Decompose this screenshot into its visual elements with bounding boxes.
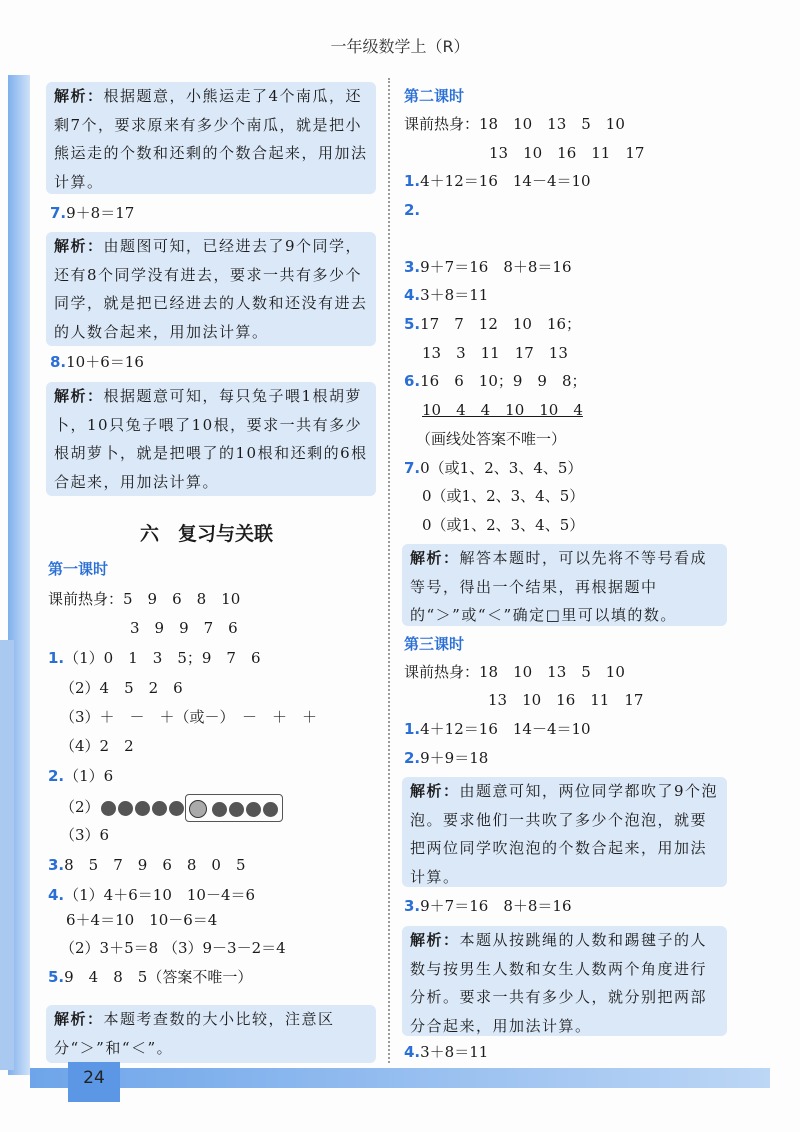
strawberry-icon <box>169 801 184 816</box>
circled-group <box>185 794 283 822</box>
strawberry-icon <box>101 801 116 816</box>
answer-text: （3）6 <box>60 826 110 844</box>
analysis-text: 由题图可知，已经进去了9个同学，还有8个同学没有进去，要求一共有多少个同学，就是把已经进去的人数和还没有进去的人数合起来，用加法计算。 <box>54 237 368 341</box>
answer-4 <box>48 883 255 907</box>
question-number: 6. <box>404 372 421 390</box>
strawberry-icon <box>152 801 167 816</box>
analysis-text: 本题从按跳绳的人数和踢毽子的人数与按男生人数和女生人数两个角度进行分析。要求一共有多少人，就分别把两部分合起来，用加法计算。 <box>410 931 708 1035</box>
analysis-box <box>402 544 727 626</box>
answer-text: 9＋9＝18 <box>420 749 489 767</box>
answer-1 <box>404 717 591 741</box>
analysis-label: 解析： <box>54 237 104 255</box>
warmup-line: 13 10 16 11 17 <box>488 691 644 709</box>
answer-3 <box>48 853 246 877</box>
question-number: 4. <box>48 886 65 904</box>
analysis-label: 解析： <box>54 387 104 405</box>
question-number: 1. <box>404 172 421 190</box>
answer-2 <box>404 198 420 222</box>
question-number: 2. <box>404 749 421 767</box>
warmup-line: 13 10 16 11 17 <box>489 144 645 162</box>
answer-text: （1）0 1 3 5；9 7 6 <box>64 649 261 667</box>
lesson-heading: 第二课时 <box>404 87 465 105</box>
answer-2 <box>404 746 488 770</box>
question-number: 2. <box>404 201 421 219</box>
question-number: 7. <box>404 459 421 477</box>
answer-text: 16 6 10；9 9 8； <box>420 372 587 390</box>
question-number: 3. <box>404 258 421 276</box>
question-number: 1. <box>48 649 65 667</box>
analysis-text: 解答本题时，可以先将不等号看成等号，得出一个结果，再根据题中的“＞”或“＜”确定□里可以填的数。 <box>410 549 708 624</box>
answer-5 <box>404 312 581 336</box>
warmup-line: 3 9 9 7 6 <box>130 619 238 637</box>
answer-note: （画线处答案不唯一） <box>416 430 567 448</box>
footer-band <box>30 1068 770 1088</box>
strawberry-icon <box>212 802 227 817</box>
answer-text: 6＋4＝10 10－6＝4 <box>66 911 218 929</box>
analysis-box <box>402 777 727 887</box>
answer-text: （2）3＋5＝8 （3）9－3－2＝4 <box>60 939 286 957</box>
question-number: 5. <box>404 315 421 333</box>
lesson-heading: 第一课时 <box>48 560 109 578</box>
lesson-heading: 第三课时 <box>404 635 465 653</box>
analysis-text: 根据题意可知，每只兔子喂1根胡萝卜，10只兔子喂了10根，要求一共有多少根胡萝卜，就是把喂了的10根和还剩的6根合起来，用加法计算。 <box>54 387 368 491</box>
question-number: 4. <box>404 286 421 304</box>
question-number: 1. <box>404 720 421 738</box>
answer-text: 9＋7＝16 8＋8＝16 <box>420 258 572 276</box>
answer-text: （4）2 2 <box>60 737 134 755</box>
answer-2 <box>48 764 113 788</box>
answer-8 <box>50 350 144 374</box>
question-number: 5. <box>48 968 65 986</box>
answer-text: 13 3 11 17 13 <box>422 344 568 362</box>
analysis-box <box>402 926 727 1036</box>
page-number: 24 <box>68 1062 120 1102</box>
answer-7 <box>404 456 582 480</box>
warmup-line: 课前热身：5 9 6 8 10 <box>48 590 241 608</box>
answer-4 <box>404 283 488 307</box>
page-edge-decoration <box>0 640 14 1070</box>
analysis-label: 解析： <box>54 1010 104 1028</box>
strawberry-icon <box>263 802 278 817</box>
answer-1 <box>404 169 591 193</box>
page-header: 一年级数学上（R） <box>330 37 470 56</box>
answer-3 <box>404 255 572 279</box>
answer-text: 17 7 12 10 16； <box>420 315 582 333</box>
answer-text: 9 4 8 5（答案不唯一） <box>64 968 253 986</box>
answer-5 <box>48 965 252 989</box>
answer-6 <box>404 369 587 393</box>
answer-text: 0（或1、2、3、4、5） <box>420 459 583 477</box>
answer-text: （1）4＋6＝10 10－4＝6 <box>64 886 256 904</box>
question-number: 8. <box>50 353 67 371</box>
strawberry-icon <box>229 802 244 817</box>
unit-title: 六 复习与关联 <box>140 523 274 545</box>
analysis-box <box>46 82 376 194</box>
warmup-line: 课前热身：18 10 13 5 10 <box>404 115 625 133</box>
question-number: 7. <box>50 204 67 222</box>
strawberry-icon <box>118 801 133 816</box>
answer-text: 9＋7＝16 8＋8＝16 <box>420 897 572 915</box>
analysis-box <box>46 232 376 346</box>
question-number: 2. <box>48 767 65 785</box>
question-number: 3. <box>48 856 65 874</box>
answer-1 <box>48 646 261 670</box>
column-divider <box>388 78 390 1063</box>
answer-7 <box>50 201 134 225</box>
apple-icon <box>189 800 207 818</box>
analysis-text: 根据题意，小熊运走了4个南瓜，还剩7个，要求原来有多少个南瓜，就是把小熊运走的个数和还剩的个数合起来，用加法计算。 <box>54 87 368 191</box>
analysis-label: 解析： <box>54 87 104 105</box>
strawberry-icon <box>135 801 150 816</box>
answer-4 <box>404 1040 488 1064</box>
analysis-label: 解析： <box>410 931 460 949</box>
answer-text: 3＋8＝11 <box>420 1043 489 1061</box>
analysis-box <box>46 382 376 496</box>
answer-text: 10＋6＝16 <box>66 353 144 371</box>
underlined-answer: 10 4 4 10 10 4 <box>422 401 583 419</box>
strawberry-icon <box>246 802 261 817</box>
answer-text: 3＋8＝11 <box>420 286 489 304</box>
answer-text: 9＋8＝17 <box>66 204 135 222</box>
analysis-text: 由题意可知，两位同学都吹了9个泡泡。要求他们一共吹了多少个泡泡，就要把两位同学吹泡泡的个数合起来，用加法计算。 <box>410 782 719 886</box>
answer-text: （1）6 <box>64 767 114 785</box>
answer-text: （2） <box>60 798 100 816</box>
warmup-line: 课前热身：18 10 13 5 10 <box>404 663 625 681</box>
answer-text: 8 5 7 9 6 8 0 5 <box>64 856 246 874</box>
answer-text: （2）4 5 2 6 <box>60 679 183 697</box>
analysis-label: 解析： <box>410 549 460 567</box>
fruit-row-answer <box>60 794 283 818</box>
answer-text: 4＋12＝16 14－4＝10 <box>420 172 591 190</box>
analysis-box <box>46 1005 376 1063</box>
answer-text: 0（或1、2、3、4、5） <box>422 487 585 505</box>
answer-text: （3）＋ － ＋（或－） － ＋ ＋ <box>60 708 318 726</box>
analysis-text: 本题考查数的大小比较，注意区分“＞”和“＜”。 <box>54 1010 335 1057</box>
answer-3 <box>404 894 572 918</box>
question-number: 3. <box>404 897 421 915</box>
answer-text: 4＋12＝16 14－4＝10 <box>420 720 591 738</box>
answer-text: 0（或1、2、3、4、5） <box>422 516 585 534</box>
analysis-label: 解析： <box>410 782 460 800</box>
question-number: 4. <box>404 1043 421 1061</box>
